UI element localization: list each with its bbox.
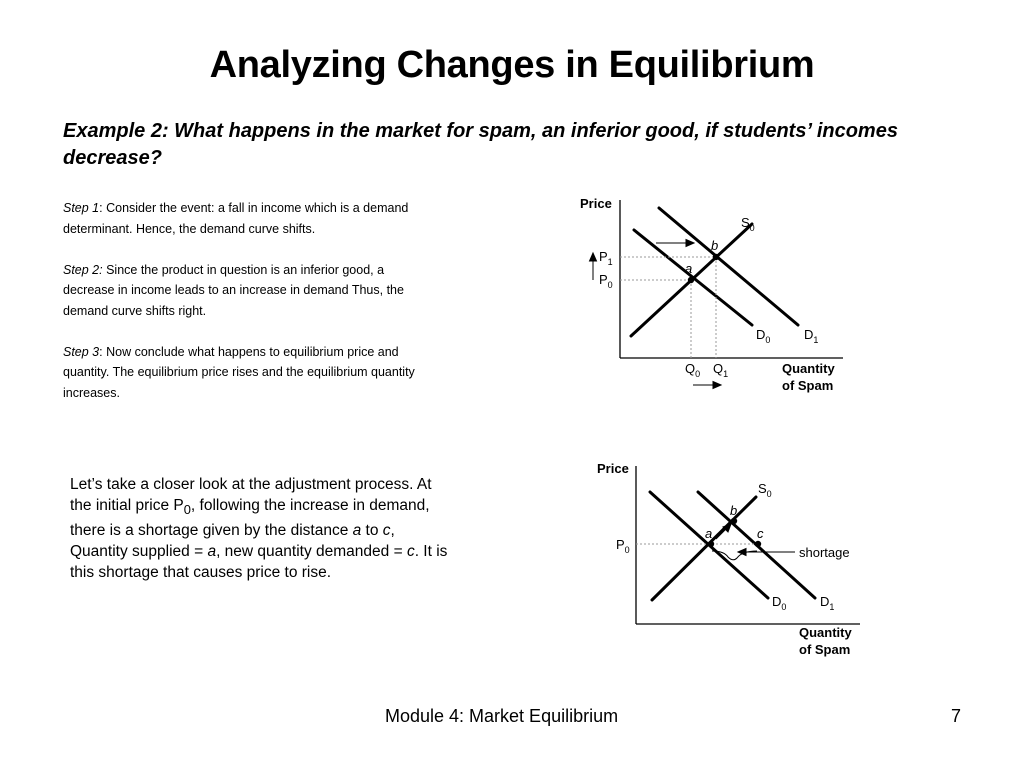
equilibrium-point-a: [688, 277, 694, 283]
demand-shift-arrow-icon: [656, 240, 694, 247]
supply-curve-s0: [652, 497, 756, 600]
step-2: [63, 260, 423, 322]
page-number: 7: [951, 706, 962, 726]
demand-d1-label: $D_1$: [820, 594, 835, 612]
point-b-label: b: [730, 503, 738, 518]
shortage-label: shortage: [799, 545, 850, 560]
demand-d0-label: $D_0$: [772, 594, 787, 612]
y-axis-label: Price: [580, 196, 612, 211]
price-p0-label: $P_0$: [616, 537, 630, 555]
step-3-label: Step 3: [63, 344, 100, 359]
supply-label: $S_0$: [758, 481, 772, 499]
x-axis-label-1: Quantity: [799, 625, 852, 640]
demand-d1-label: $D_1$: [804, 327, 819, 345]
point-a-label: a: [685, 261, 693, 276]
step-1: Step 1: Consider the event: a fall in income which is a demand determinant. Hence, the demand curve shifts.: [63, 201, 409, 236]
x-axis-label-1: Quantity: [782, 361, 835, 376]
step-3-text: Now conclude what happens to equilibrium price and quantity. The equilibrium price rises and the equilibrium quantity increases.: [63, 344, 415, 400]
footer-module: Module 4: Market Equilibrium: [385, 706, 619, 726]
adjustment-explanation: Let’s take a closer look at the adjustment process. At the initial price $P_0$, following the increase in demand, there is a shortage given by the distance a to c, Quantity supplied = a, new quantity demanded = c. It is this shortage that causes price to rise.: [70, 476, 448, 582]
point-a-dot: [708, 541, 714, 547]
quantity-q0-label: $Q_0$: [685, 361, 701, 379]
point-b-label: b: [711, 238, 719, 253]
step-1-text: Consider the event: a fall in income which is a demand determinant. Hence, the demand curve shifts.: [63, 201, 409, 236]
supply-label: $S_0$: [741, 215, 755, 233]
point-c-dot: [755, 541, 761, 547]
step-3: Step 3: Now conclude what happens to equilibrium price and quantity. The equilibrium price rises and the equilibrium quantity increases.: [63, 344, 415, 400]
step-1-label: Step 1: [63, 201, 100, 215]
step-2-text: Since the product in question is an inferior good, a decrease in income leads to an increase in demand Thus, the demand curve shifts right.: [63, 262, 404, 318]
price-rise-arrow-icon: [590, 253, 597, 280]
equilibrium-point-b: [713, 254, 719, 260]
quantity-q1-label: $Q_1$: [713, 361, 729, 379]
slide-title: Analyzing Changes in Equilibrium: [209, 44, 815, 86]
demand-d0-label: $D_0$: [756, 327, 771, 345]
step-2-label: Step 2:: [63, 262, 103, 277]
price-adjustment-arrow-icon: [716, 524, 731, 539]
example-question: Example 2: What happens in the market for spam, an inferior good, if students’ incomes decrease?: [63, 120, 898, 169]
x-axis-label-2: of Spam: [782, 378, 834, 393]
price-p0-label: $P_0$: [599, 272, 613, 290]
demand-curve-d0: [634, 230, 752, 325]
price-p1-label: $P_1$: [599, 249, 613, 267]
x-axis-label-2: of Spam: [799, 642, 851, 657]
quantity-increase-arrow-icon: [693, 382, 721, 389]
y-axis-label: Price: [597, 461, 629, 476]
point-c-label: c: [757, 526, 764, 541]
point-a-label: a: [705, 526, 713, 541]
demand-shift-diagram: [560, 190, 860, 405]
steps-text: [63, 198, 423, 424]
shortage-diagram: [585, 455, 875, 665]
